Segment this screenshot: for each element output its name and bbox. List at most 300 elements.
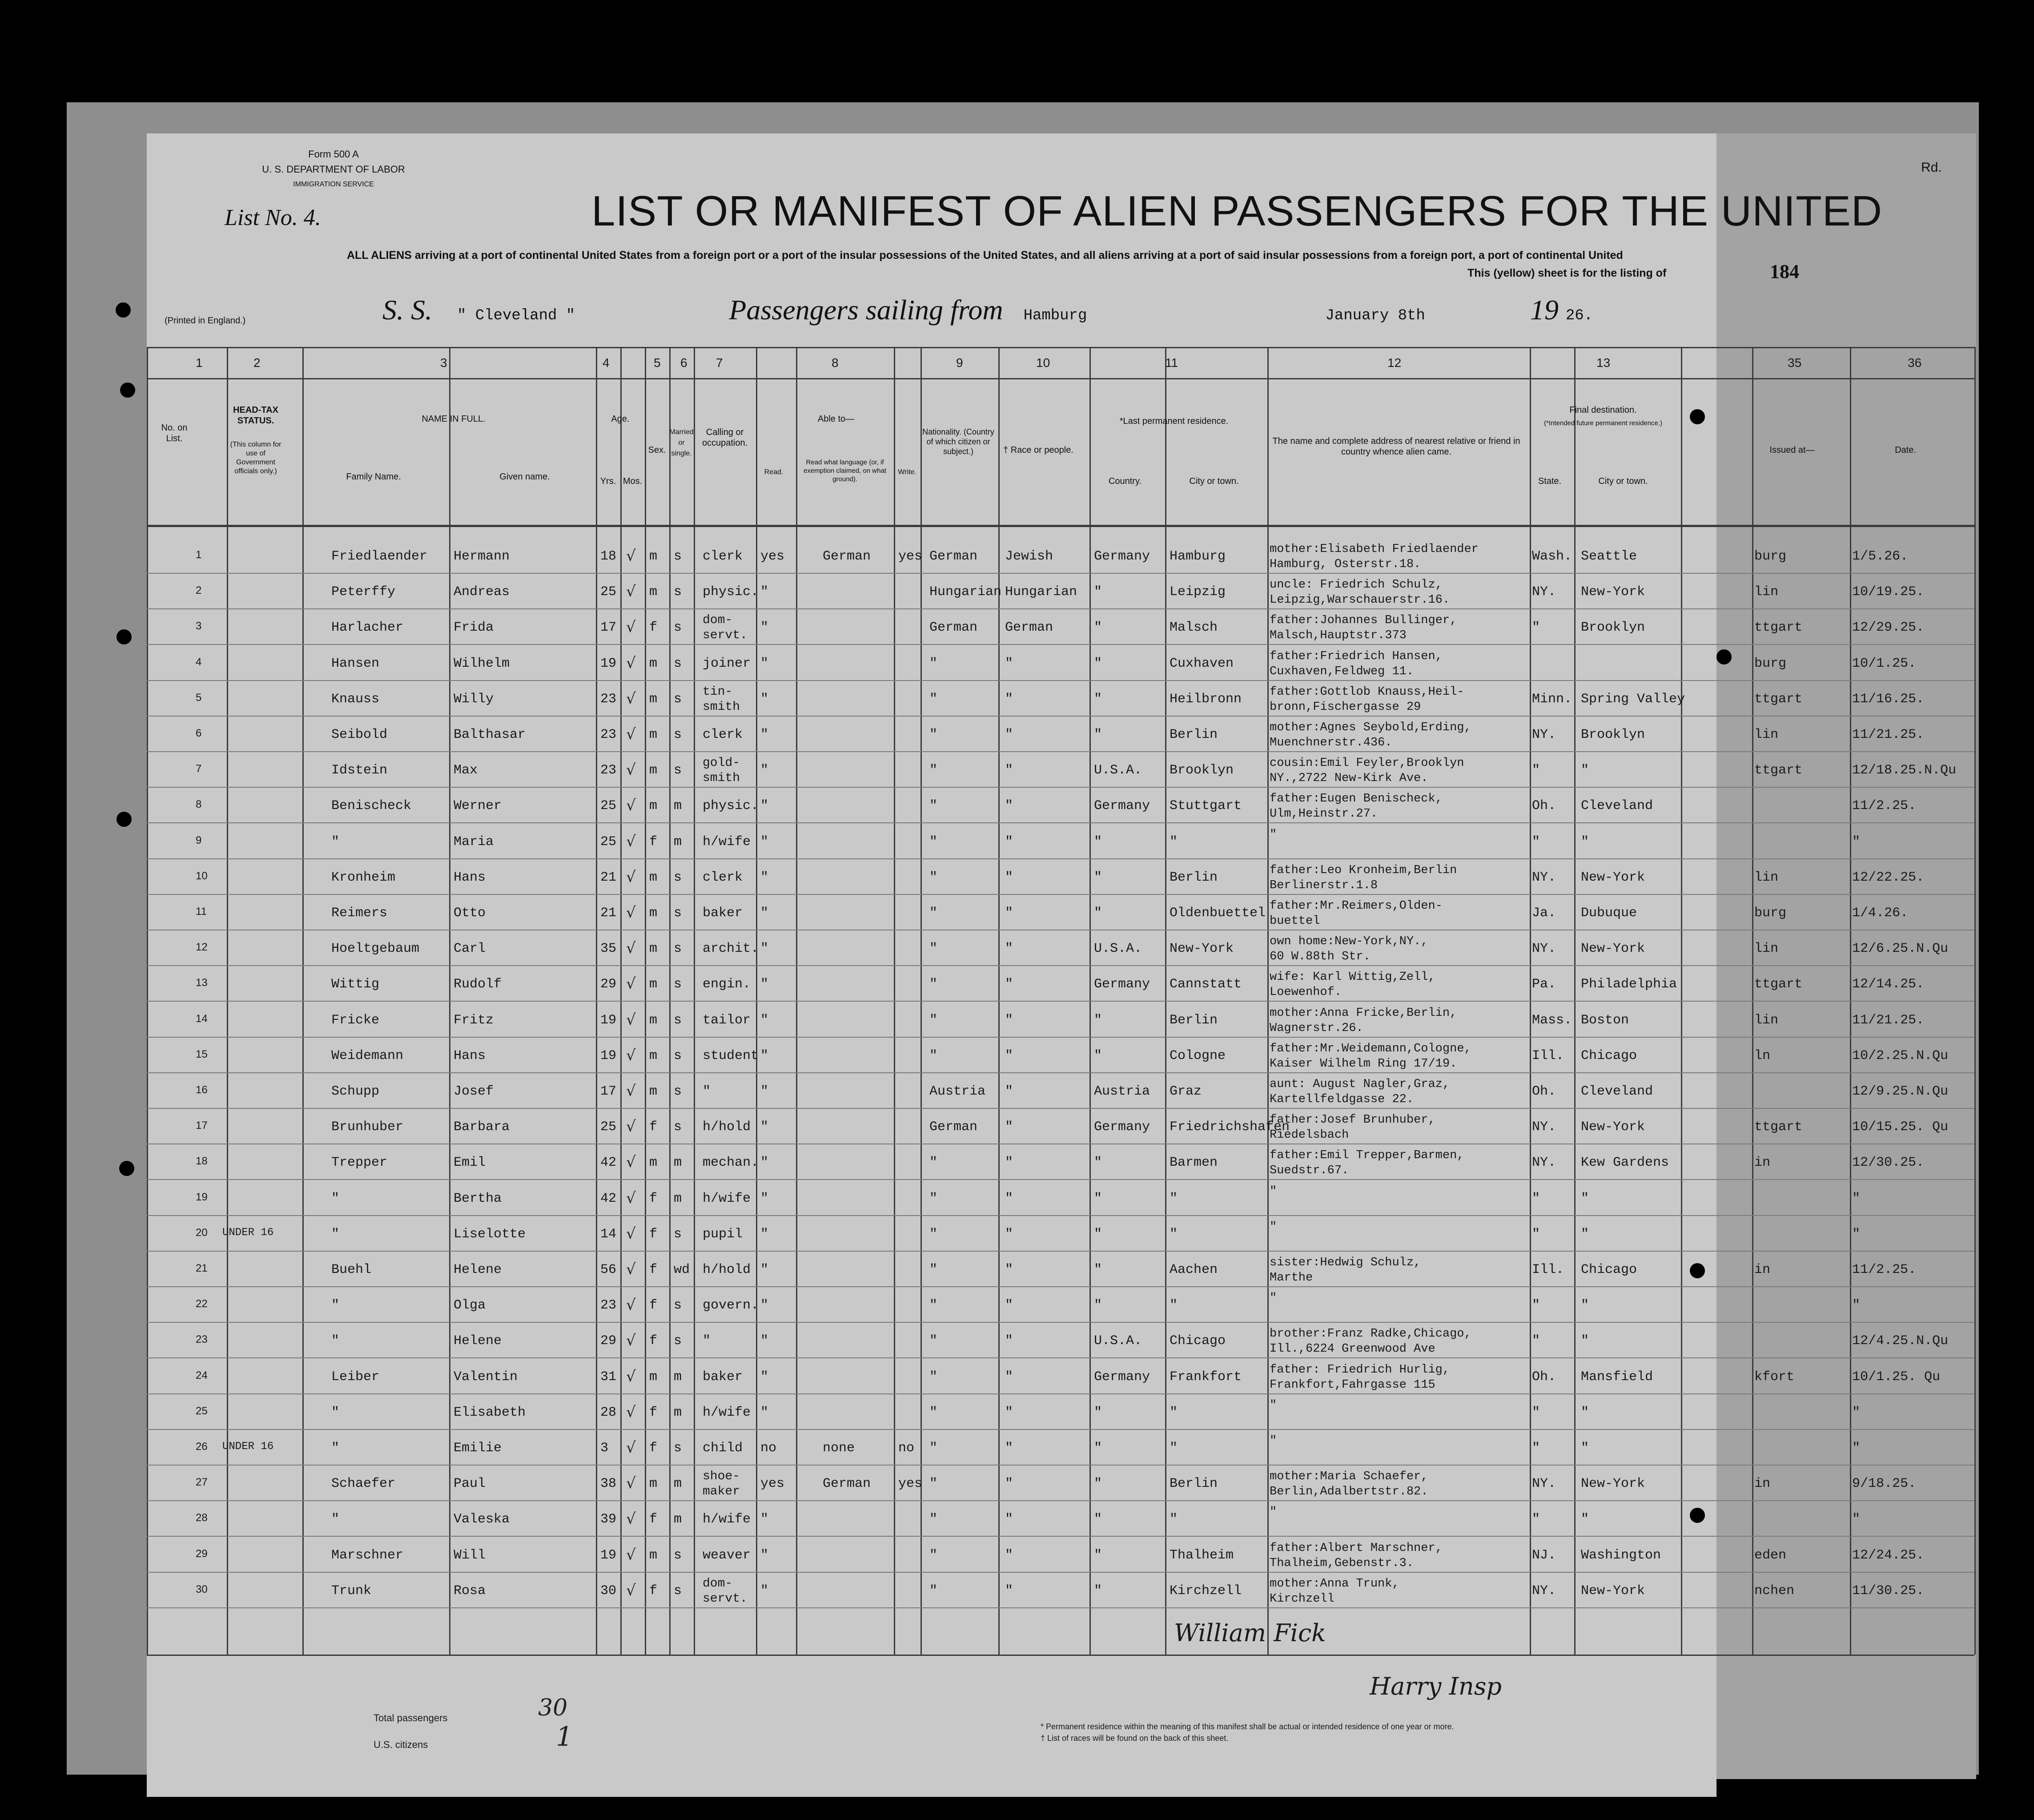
can-read: " [760,1405,769,1420]
dest-city: New-York [1581,870,1645,885]
nationality: Austria [929,1084,986,1099]
relative-line-1: father:Emil Trepper,Barmen, [1270,1149,1464,1163]
nationality: " [929,977,938,992]
dest-city: New-York [1581,584,1645,600]
dest-state: NJ. [1532,1547,1556,1563]
relative-address [1270,577,1450,608]
given-name: Paul [454,1476,486,1492]
given-name: Balthasar [454,727,526,742]
issued-at: in [1754,1476,1771,1492]
dest-city: " [1581,1512,1589,1527]
column-number: 2 [253,356,261,370]
residence-city: " [1170,834,1178,850]
footnote-residence: * Permanent residence within the meaning of this manifest shall be actual or intended residence of one year or more. [1041,1722,1454,1731]
age-years: 35 [600,941,617,957]
issue-date: 12/22.25. [1852,870,1925,885]
residence-city: Berlin [1170,1012,1218,1028]
table-row [0,1287,2034,1323]
relative-address [1270,613,1457,643]
residence-city: " [1170,1226,1178,1242]
dest-state: NY. [1532,1155,1556,1171]
marital-status: s [674,1048,682,1063]
read-language: none [823,1441,855,1456]
marital-status: m [674,798,682,814]
given-name: Maria [454,834,494,850]
relative-line-2: Muenchnerstr.436. [1270,736,1392,749]
issued-at: lin [1754,584,1779,600]
relative-address [1270,827,1277,842]
residence-city: Stuttgart [1170,798,1242,814]
relative-address [1270,1433,1277,1449]
dest-state: NY. [1532,1119,1556,1135]
residence-country: " [1094,906,1102,921]
dest-state: " [1532,763,1540,778]
sex: f [649,1226,658,1242]
check-mark-icon: √ [626,1296,636,1314]
hdr-sex: Sex. [648,445,666,455]
table-row [0,1466,2034,1501]
relative-line-1: father:Mr.Reimers,Olden- [1270,899,1443,913]
row-number: 2 [196,584,202,597]
punch-hole [1690,409,1705,424]
residence-city: Aachen [1170,1262,1218,1277]
relative-line-2: Loewenhof. [1270,986,1342,999]
sex: m [649,1048,658,1063]
occupation: archit. [703,941,759,957]
family-name: Leiber [331,1369,380,1385]
given-name: Helene [454,1262,502,1277]
relative-line-1: father:Eugen Benischeck, [1270,792,1443,806]
issue-date: 10/1.25. Qu [1852,1369,1941,1385]
marital-status: s [674,1583,682,1599]
occupation: " [703,1084,711,1099]
age-years: 23 [600,763,617,778]
row-number: 17 [196,1119,208,1132]
relative-address [1270,1148,1464,1178]
column-number: 36 [1908,356,1922,370]
check-mark-icon: √ [626,1153,636,1172]
check-mark-icon: √ [626,583,636,601]
row-number: 26 [196,1441,208,1453]
check-mark-icon: √ [626,1046,636,1064]
dest-city: Philadelphia [1581,977,1677,992]
dest-city: Cleveland [1581,798,1653,814]
relative-line-1: father:Leo Kronheim,Berlin [1270,863,1457,877]
occupation: " [703,1333,711,1349]
given-name: Olga [454,1298,486,1313]
residence-city: Chicago [1170,1333,1226,1349]
residence-country: " [1094,1512,1102,1527]
row-number: 5 [196,691,202,704]
occupation: h/hold [703,1262,751,1277]
issue-date: 11/2.25. [1852,1262,1917,1277]
issued-at: lin [1754,1012,1779,1028]
relative-address [1270,720,1471,750]
sex: m [649,727,658,742]
residence-city: " [1170,1405,1178,1420]
relative-line-1: mother:Maria Schaefer, [1270,1470,1428,1484]
occupation [703,685,740,715]
occupation: baker [703,1369,743,1385]
residence-country: U.S.A. [1094,763,1142,778]
occupation: pupil [703,1226,743,1242]
dest-state: Mass. [1532,1012,1572,1028]
column-number: 4 [603,356,610,370]
relative-line-1: " [1270,1506,1277,1519]
dest-state: " [1532,620,1540,636]
relative-line-1: father:Johannes Bullinger, [1270,614,1457,628]
relative-line-2: Riedelsbach [1270,1128,1349,1142]
residence-city: Berlin [1170,870,1218,885]
residence-country: " [1094,691,1102,707]
marital-status: s [674,1119,682,1135]
given-name: Willy [454,691,494,707]
sex: m [649,977,658,992]
issued-at: burg [1754,549,1787,564]
residence-country: " [1094,1262,1102,1277]
marital-status: s [674,656,682,671]
dest-city: Dubuque [1581,906,1637,921]
table-row [0,1252,2034,1287]
residence-country: " [1094,1476,1102,1492]
family-name: Benischeck [331,798,412,814]
dest-state: Minn. [1532,691,1572,707]
dest-state: Ill. [1532,1048,1564,1063]
check-mark-icon: √ [626,761,636,779]
relative-address [1270,1541,1443,1571]
nationality: " [929,1583,938,1599]
table-row [0,1073,2034,1109]
marital-status: s [674,727,682,742]
occupation-line-2: servt. [703,1591,748,1606]
nationality: " [929,763,938,778]
row-number: 21 [196,1262,208,1274]
relative-line-1: " [1270,1184,1277,1198]
punch-hole [119,1161,134,1176]
column-number: 12 [1387,356,1402,370]
hdr-final-dest-note: (*Intended future permanent residence.) [1544,419,1662,427]
ship-line [382,294,1593,326]
sailing-label: Passengers sailing from [729,294,1003,326]
marital-status: s [674,1333,682,1349]
residence-city: Cologne [1170,1048,1226,1063]
occupation-line-1: dom- [703,613,733,628]
dest-city: " [1581,1333,1589,1349]
occupation: clerk [703,727,743,742]
can-read: " [760,1512,769,1527]
dest-city: Mansfield [1581,1369,1653,1385]
head-tax-status: UNDER 16 [222,1441,274,1453]
marital-status: s [674,1226,682,1242]
family-name: Friedlaender [331,549,428,564]
row-number: 1 [196,549,202,561]
marital-status: m [674,1405,682,1420]
residence-city: Kirchzell [1170,1583,1242,1599]
can-read: " [760,870,769,885]
residence-country: Germany [1094,977,1150,992]
sex: m [649,1155,658,1171]
check-mark-icon: √ [626,1224,636,1243]
relative-address [1270,1576,1399,1607]
hdr-dest-city: City or town. [1598,476,1648,486]
issue-date: " [1852,1226,1861,1242]
relative-line-1: cousin:Emil Feyler,Brooklyn [1270,757,1464,770]
dest-state: " [1532,1333,1540,1349]
dest-state: NY. [1532,870,1556,885]
occupation: student [703,1048,759,1063]
issued-at: lin [1754,727,1779,742]
relative-line-1: " [1270,1434,1277,1448]
marital-status: s [674,1012,682,1028]
residence-city: " [1170,1191,1178,1206]
issue-date: 12/9.25.N.Qu [1852,1084,1949,1099]
marital-status: s [674,1084,682,1099]
nationality: " [929,941,938,957]
given-name: Bertha [454,1191,502,1206]
sex: f [649,1262,658,1277]
given-name: Fritz [454,1012,494,1028]
can-read: " [760,691,769,707]
relative-address [1270,934,1428,964]
issued-at: lin [1754,941,1779,957]
dest-city: Washington [1581,1547,1661,1563]
marital-status: s [674,941,682,957]
issue-date: 9/18.25. [1852,1476,1917,1492]
row-number: 30 [196,1583,208,1595]
relative-line-1: wife: Karl Wittig,Zell, [1270,970,1435,984]
occupation [703,1576,748,1607]
table-row [0,1323,2034,1358]
hdr-country: Country. [1108,476,1142,486]
row-number: 6 [196,727,202,739]
race: " [1005,1369,1013,1385]
can-read: " [760,834,769,850]
race: " [1005,1012,1013,1028]
signature-2: Harry Insp [1370,1672,1502,1700]
sex: f [649,834,658,850]
issue-date: " [1852,1298,1861,1313]
sailing-date: January 8th [1325,307,1425,324]
issued-at: eden [1754,1547,1787,1563]
residence-country: " [1094,727,1102,742]
given-name: Rudolf [454,977,502,992]
sex: m [649,691,658,707]
can-read: " [760,906,769,921]
dest-state: NY. [1532,727,1556,742]
race: " [1005,906,1013,921]
issue-date: 11/16.25. [1852,691,1925,707]
given-name: Hans [454,870,486,885]
dest-state: " [1532,1298,1540,1313]
issued-at: ttgart [1754,1119,1803,1135]
table-row [0,681,2034,717]
issue-date: 10/15.25. Qu [1852,1119,1949,1135]
can-write: yes [898,1476,923,1492]
age-years: 21 [600,870,617,885]
family-name: Hoeltgebaum [331,941,420,957]
marital-status: s [674,1441,682,1456]
punch-hole [117,629,132,644]
nationality: " [929,691,938,707]
head-tax-status: UNDER 16 [222,1226,274,1239]
sex: m [649,1476,658,1492]
hdr-family-name: Family Name. [346,472,401,482]
age-years: 19 [600,656,617,671]
can-read: " [760,656,769,671]
dest-state: Ill. [1532,1262,1564,1277]
residence-city: Berlin [1170,1476,1218,1492]
relative-address [1270,1220,1277,1235]
sex: f [649,1191,658,1206]
age-years: 14 [600,1226,617,1242]
can-read: yes [760,1476,785,1492]
race: " [1005,1048,1013,1063]
nationality: " [929,1333,938,1349]
nationality: " [929,1262,938,1277]
residence-city: Cuxhaven [1170,656,1234,671]
row-number: 24 [196,1369,208,1381]
age-years: 25 [600,1119,617,1135]
nationality: " [929,1226,938,1242]
dest-city: Boston [1581,1012,1629,1028]
nationality: " [929,870,938,885]
issue-date: " [1852,1441,1861,1456]
check-mark-icon: √ [626,1118,636,1136]
given-name: Rosa [454,1583,486,1599]
can-write: yes [898,549,923,564]
residence-city: Barmen [1170,1155,1218,1171]
age-years: 25 [600,834,617,850]
family-name: Buehl [331,1262,372,1277]
residence-country: Germany [1094,798,1150,814]
relative-line-2: Berlinerstr.1.8 [1270,878,1378,892]
issued-at: kfort [1754,1369,1795,1385]
total-passengers-label: Total passengers [374,1712,448,1723]
given-name: Josef [454,1084,494,1099]
table-row [0,895,2034,930]
read-language: German [823,549,871,564]
occupation: clerk [703,870,743,885]
check-mark-icon: √ [626,1367,636,1385]
manifest-title: LIST OR MANIFEST OF ALIEN PASSENGERS FOR THE UNITED [591,187,1883,235]
check-mark-icon: √ [626,1082,636,1100]
sex: f [649,1298,658,1313]
can-read: " [760,1262,769,1277]
family-name: " [331,1298,340,1313]
given-name: Elisabeth [454,1405,526,1420]
relative-line-1: father: Friedrich Hurlig, [1270,1363,1450,1377]
issue-date: 12/30.25. [1852,1155,1925,1171]
relative-line-1: father:Josef Brunhuber, [1270,1113,1435,1127]
residence-country: Germany [1094,549,1150,564]
given-name: Valentin [454,1369,518,1385]
residence-city: Heilbronn [1170,691,1242,707]
row-number: 22 [196,1298,208,1310]
issue-date: 10/19.25. [1852,584,1925,600]
dest-state: NY. [1532,941,1556,957]
race: " [1005,798,1013,814]
dest-city: Kew Gardens [1581,1155,1669,1171]
dest-state: Pa. [1532,977,1556,992]
dest-city: " [1581,763,1589,778]
residence-country: " [1094,1441,1102,1456]
signature-1: William Fick [1174,1619,1326,1647]
residence-country: " [1094,870,1102,885]
relative-address [1270,1006,1457,1036]
can-read: " [760,620,769,636]
family-name: Idstein [331,763,388,778]
relative-line-1: mother:Elisabeth Friedlaender [1270,543,1479,556]
race: " [1005,834,1013,850]
age-years: 29 [600,977,617,992]
race: " [1005,1298,1013,1313]
column-number: 6 [680,356,687,370]
punch-hole [1690,1508,1705,1523]
dest-city: Cleveland [1581,1084,1653,1099]
race: " [1005,1084,1013,1099]
table-row [0,1038,2034,1073]
occupation-line-2: servt. [703,628,748,643]
row-number: 14 [196,1012,208,1025]
marital-status: wd [674,1262,690,1277]
dest-city: " [1581,1298,1589,1313]
sex: m [649,1369,658,1385]
relative-line-2: 60 W.88th Str. [1270,950,1371,964]
family-name: Knauss [331,691,380,707]
issued-at: ln [1754,1048,1771,1063]
relative-line-1: father:Mr.Weidemann,Cologne, [1270,1042,1471,1055]
port-name: Hamburg [1023,307,1087,324]
given-name: Emil [454,1155,486,1171]
can-read: " [760,1048,769,1063]
nationality: " [929,906,938,921]
occupation: engin. [703,977,751,992]
sex: m [649,656,658,671]
residence-country: " [1094,1048,1102,1063]
sex: f [649,1119,658,1135]
colnum-line [147,378,1974,379]
dest-state: " [1532,834,1540,850]
relative-line-2: Berlin,Adalbertstr.82. [1270,1485,1428,1499]
year-suffix: 26. [1565,307,1593,324]
nationality: " [929,1547,938,1563]
sex: m [649,549,658,564]
hdr-mos: Mos. [623,476,643,486]
can-read: yes [760,549,785,564]
nationality: " [929,656,938,671]
table-row [0,538,2034,574]
can-write: no [898,1441,915,1456]
hdr-yrs: Yrs. [600,476,616,486]
relative-line-1: uncle: Friedrich Schulz, [1270,578,1443,592]
sex: f [649,620,658,636]
relative-line-2: NY.,2722 New-Kirk Ave. [1270,772,1428,785]
age-years: 56 [600,1262,617,1277]
nationality: German [929,620,978,636]
occupation [703,756,740,786]
relative-line-1: father:Gottlob Knauss,Heil- [1270,685,1464,699]
nationality: " [929,1405,938,1420]
check-mark-icon: √ [626,797,636,815]
occupation: physic. [703,584,759,600]
marital-status: s [674,584,682,600]
age-years: 31 [600,1369,617,1385]
race: " [1005,1547,1013,1563]
residence-country: " [1094,656,1102,671]
dest-city: Spring Valley [1581,691,1685,707]
table-row [0,1002,2034,1038]
table-row [0,1430,2034,1466]
